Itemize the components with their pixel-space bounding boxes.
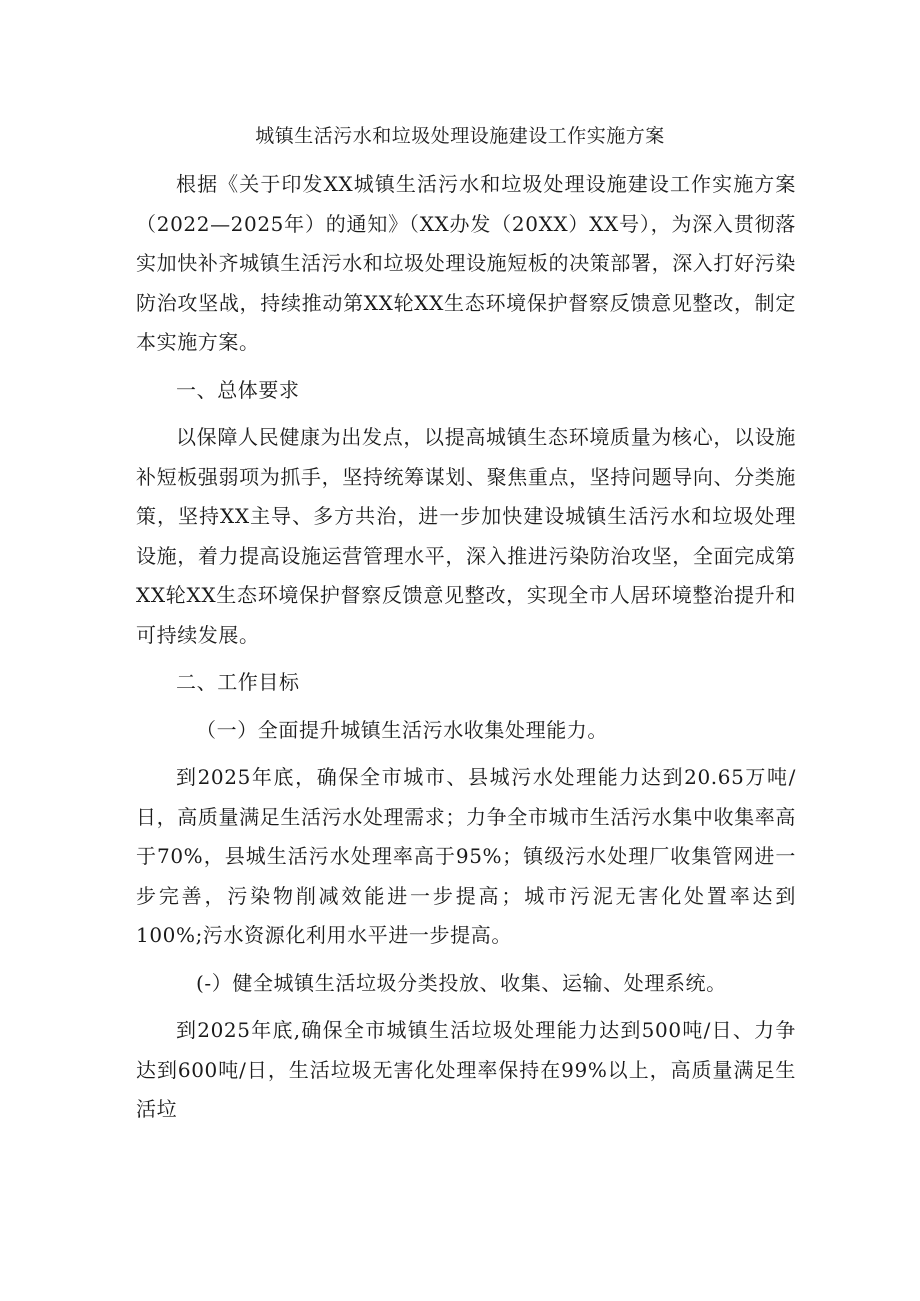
- document-body: [136, 165, 796, 1130]
- paragraph-gap: [136, 703, 796, 711]
- intro-paragraph: 根据《关于印发XX城镇生活污水和垃圾处理设施建设工作实施方案（2022—2025年）的通知》（XX办发（20XX）XX号），为深入贯彻落实加快补齐城镇生活污水和垃圾处理设施短板的决策部署，深入打好污染防治攻坚战，持续推动第XX轮XX生态环境保护督察反馈意见整改，制定本实施方案。: [136, 172, 796, 354]
- paragraph-gap: [136, 410, 796, 418]
- subsection-body-sewage: 到2025年底，确保全市城市、县城污水处理能力达到20.65万吨/日，高质量满足生活污水处理需求；力争全市城市生活污水集中收集率高于70%，县城生活污水处理率高于95%；镇级污水处理厂收集管网进一步完善，污染物削减效能进一步提高；城市污泥无害化处置率达到100%;污水资源化利用水平进一步提高。: [136, 765, 796, 947]
- section-body-overall-requirements: 以保障人民健康为出发点，以提高城镇生态环境质量为核心，以设施补短板强弱项为抓手，坚持统筹谋划、聚焦重点，坚持问题导向、分类施策，坚持XX主导、多方共治，进一步加快建设城镇生活污水和垃圾处理设施，着力提高设施运营管理水平，深入推进污染防治攻坚，全面完成第XX轮XX生态环境保护督察反馈意见整改，实现全市人居环境整治提升和可持续发展。: [136, 425, 796, 647]
- paragraph-gap: [136, 363, 796, 371]
- subsection-heading-garbage: (-）健全城镇生活垃圾分类投放、收集、运输、处理系统。: [196, 970, 727, 995]
- subsection-heading-sewage: （一）全面提升城镇生活污水收集处理能力。: [196, 717, 608, 742]
- section-heading-work-goals: 二、工作目标: [176, 670, 300, 694]
- paragraph-gap: [136, 750, 796, 758]
- paragraph-gap: [136, 1003, 796, 1011]
- section-heading-overall-requirements: 一、总体要求: [176, 377, 300, 402]
- paragraph-gap: [136, 655, 796, 663]
- document-title: 城镇生活污水和垃圾处理设施建设工作实施方案: [255, 125, 665, 147]
- paragraph-gap: [136, 956, 796, 964]
- subsection-body-garbage: 到2025年底,确保全市城镇生活垃圾处理能力达到500吨/日、力争达到600吨/日，生活垃圾无害化处理率保持在99%以上，高质量满足生活垃: [136, 1018, 796, 1121]
